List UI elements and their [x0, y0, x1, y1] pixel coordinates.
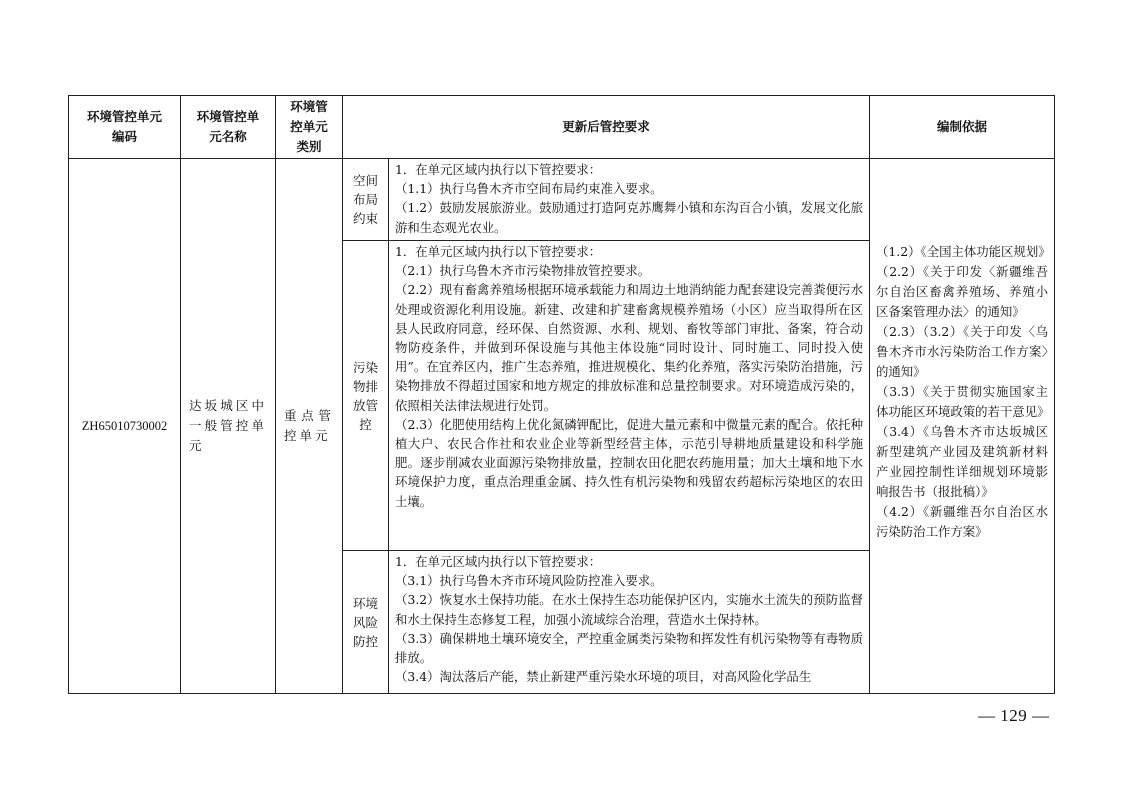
requirement-item: （3.4）淘汰落后产能，禁止新建严重污染水环境的项目，对高风险化学品生 — [395, 669, 812, 685]
requirement-item: 1．在单元区域内执行以下管控要求： — [395, 162, 602, 177]
requirement-item: （1.2）鼓励发展旅游业。鼓励通过打造阿克苏鹰舞小镇和东沟百合小镇，发展文化旅游和生态观光农业。 — [395, 200, 864, 235]
category-pollutant-discharge-line1: 污染 — [352, 359, 378, 375]
requirement-item: （2.2）现有畜禽养殖场根据环境承载能力和周边土地消纳能力配套建设完善粪便污水处理或资源化利用设施。新建、改建和扩建畜禽规模养殖场（小区）应当取得所在区县人民政府同意，经环保、自然资源、水利、规划、畜牧等部门审批、备案，符合动物防疫条件，并做到环保设施与其他主体设施“同时设计、同时施工、同时投入使用”。在宜养区内，推广生态养殖，推进规模化、集约化养殖，落实污染防治措施，污染物排放不得超过国家和地方规定的排放标准和总量控制要求。对环境造成污染的，依照相关法律法规进行处罚。 — [395, 282, 864, 413]
header-requirements: 更新后管控要求 — [343, 96, 870, 159]
requirement-item: （3.2）恢复水土保持功能。在水土保持生态功能保护区内，实施水土流失的预防监督和水土保持生态修复工程，加强小流域综合治理，营造水土保持林。 — [395, 592, 864, 627]
basis-item: （2.3）（3.2）《关于印发〈乌鲁木齐市水污染防治工作方案〉的通知》 — [876, 324, 1049, 379]
control-unit-table — [68, 95, 1055, 694]
requirement-item: （1.1）执行乌鲁木齐市空间布局约束准入要求。 — [395, 181, 663, 197]
header-unit-type-line3: 类别 — [296, 139, 322, 154]
header-unit-type — [276, 96, 343, 159]
requirement-item: （3.1）执行乌鲁木齐市环境风险防控准入要求。 — [395, 573, 663, 589]
requirements-environmental-risk — [389, 551, 870, 694]
table-header-row — [69, 96, 1055, 159]
unit-code-cell: ZH65010730002 — [69, 159, 181, 694]
requirement-item: （3.3）确保耕地土壤环境安全，严控重金属类污染物和挥发性有机污染物等有毒物质排放。 — [395, 630, 864, 666]
basis-item: （2.2）《关于印发〈新疆维吾尔自治区畜禽养殖场、养殖小区备案管理办法〉的通知》 — [876, 264, 1049, 319]
basis-item: （3.4）《乌鲁木齐市达坂城区新型建筑产业园及建筑新材料产业园控制性详细规划环境影响报告书（报批稿）》 — [876, 424, 1049, 499]
category-pollutant-discharge-line3: 放管 — [352, 397, 378, 413]
header-unit-code-line2: 编码 — [111, 129, 137, 144]
category-environmental-risk — [343, 551, 389, 694]
category-environmental-risk-line1: 环境 — [352, 595, 378, 611]
category-spatial-layout — [343, 159, 389, 241]
table-row — [69, 159, 1055, 241]
basis-item: （3.3）《关于贯彻实施国家主体功能区环境政策的若干意见》 — [876, 384, 1050, 419]
header-unit-name-line1: 环境管控单 — [196, 109, 260, 124]
requirements-spatial-layout — [389, 159, 870, 241]
header-unit-code — [69, 96, 181, 159]
category-pollutant-discharge — [343, 241, 389, 551]
requirement-item: （2.3）化肥使用结构上优化氮磷钾配比，促进大量元素和中微量元素的配合。依托种植大户、农民合作社和农业企业等新型经营主体，示范引导耕地质量建设和科学施肥。逐步削减农业面源污染物排放量，控制农田化肥农药施用量；加大土壤和地下水环境保护力度，重点治理重金属、持久性有机污染物和残留农药超标污染地区的农田土壤。 — [395, 416, 864, 509]
header-unit-name — [181, 96, 276, 159]
requirements-pollutant-discharge — [389, 241, 870, 551]
unit-name-cell: 达坂城区中一般管控单元 — [181, 159, 276, 694]
category-pollutant-discharge-line2: 物排 — [352, 378, 378, 394]
requirement-item: 1．在单元区域内执行以下管控要求： — [395, 244, 602, 259]
unit-type-cell: 重点管控单元 — [276, 159, 343, 694]
basis-item: （1.2）《全国主体功能区规划》 — [876, 244, 1051, 259]
requirement-item: （2.1）执行乌鲁木齐市污染物排放管控要求。 — [395, 263, 651, 279]
page-number: — 129 — — [978, 706, 1050, 725]
category-spatial-layout-line3: 约束 — [352, 211, 378, 226]
header-unit-code-line1: 环境管控单元 — [86, 109, 162, 124]
header-basis: 编制依据 — [870, 96, 1055, 159]
header-unit-name-line2: 元名称 — [209, 129, 247, 144]
header-unit-type-line2: 控单元 — [290, 119, 328, 134]
category-environmental-risk-line3: 防控 — [352, 633, 378, 649]
basis-cell — [870, 159, 1055, 694]
basis-item: （4.2）《新疆维吾尔自治区水污染防治工作方案》 — [876, 504, 1049, 539]
category-spatial-layout-line1: 空间 — [352, 173, 378, 188]
category-spatial-layout-line2: 布局 — [352, 192, 378, 207]
header-unit-type-line1: 环境管 — [290, 99, 328, 114]
category-pollutant-discharge-line4: 控 — [359, 416, 372, 432]
requirement-item: 1．在单元区域内执行以下管控要求： — [395, 554, 602, 569]
category-environmental-risk-line2: 风险 — [352, 614, 378, 630]
